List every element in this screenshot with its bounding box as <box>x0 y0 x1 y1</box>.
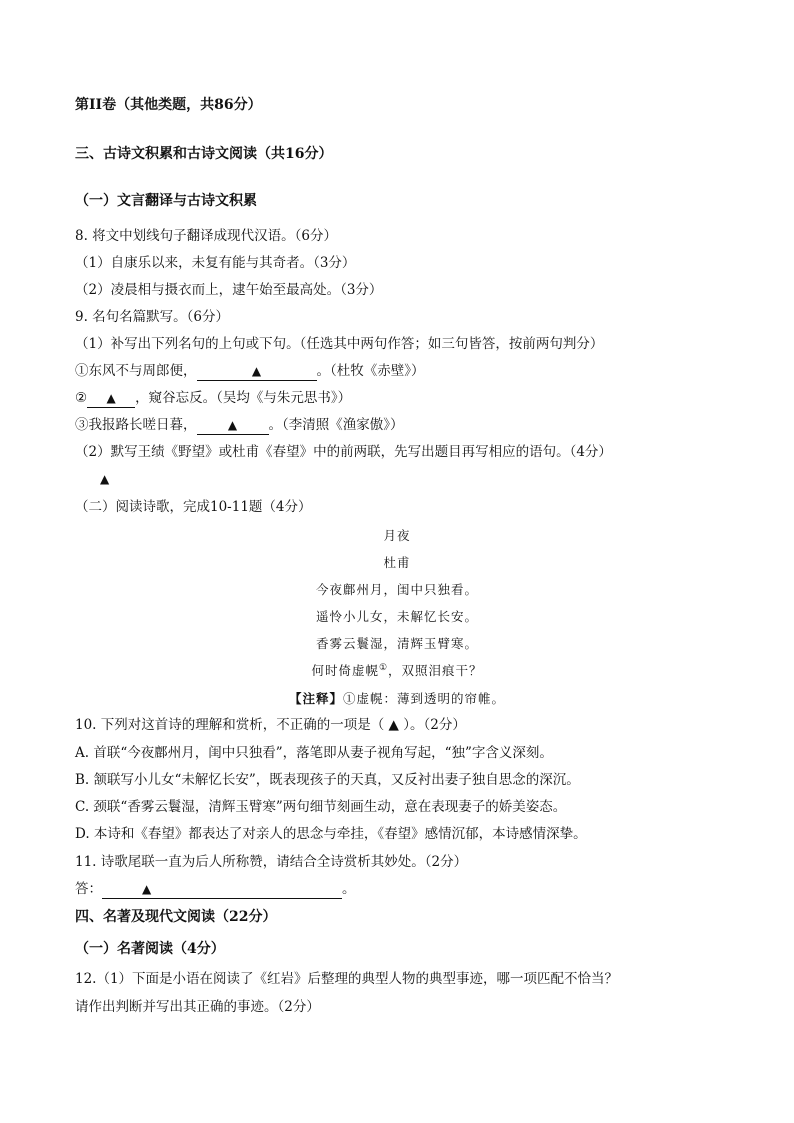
q8-stem: 8. 将文中划线句子翻译成现代汉语。（6分） <box>75 228 338 244</box>
q11-answer-label: 答： <box>75 881 102 897</box>
q9-blank1-answer-line <box>197 362 317 381</box>
q11-answer-end: 。 <box>342 881 356 897</box>
q9-blank3 <box>75 416 404 435</box>
q12-line-1: 12.（1）下面是小语在阅读了《红岩》后整理的典型人物的典型事迹，哪一项匹配不恰当？ <box>75 971 619 987</box>
q10-option-d: D. 本诗和《春望》都表达了对亲人的思念与牵挂，《春望》感情沉郁，本诗感情深挚。 <box>75 826 587 842</box>
q9-blank2-post: ，窥谷忘反。（吴均《与朱元思书》） <box>135 390 352 406</box>
poem-line-4 <box>0 661 794 679</box>
q9-stem: 9. 名句名篇默写。（6分） <box>75 309 230 325</box>
poem-line-4-pre: 何时倚虚幌 <box>311 663 379 678</box>
q10-option-b: B. 颔联写小儿女“未解忆长安”，既表现孩子的天真，又反衬出妻子独自思念的深沉。 <box>75 772 580 788</box>
q8-item1: （1）自康乐以来，未复有能与其奇者。（3分） <box>75 255 356 271</box>
q9-blank1-post: 。（杜牧《赤壁》） <box>316 363 425 379</box>
q9-blank1-pre: ①东风不与周郎便， <box>75 363 197 379</box>
answer-triangle-mark: ▲ <box>100 472 110 486</box>
q9-blank2-answer-line <box>87 389 135 408</box>
answer-triangle-mark: ▲ <box>142 882 152 896</box>
part3-sub1-title: （一）文言翻译与古诗文积累 <box>75 193 257 209</box>
q11-answer-line <box>102 880 342 899</box>
q9-item2: （2）默写王绩《野望》或杜甫《春望》中的前两联，先写出题目再写相应的语句。（4分） <box>75 444 612 460</box>
q10-option-c: C. 颈联“香雾云鬟湿，清辉玉臂寒”两句细节刻画生动，意在表现妻子的娇美姿态。 <box>75 799 567 815</box>
q9-blank2 <box>75 389 351 408</box>
q11-stem: 11. 诗歌尾联一直为后人所称赞，请结合全诗赏析其妙处。（2分） <box>75 854 468 870</box>
poem-note-text: ①虚幌：薄到透明的帘帷。 <box>343 691 506 706</box>
poem-line-3: 香雾云鬟湿，清辉玉臂寒。 <box>315 636 478 651</box>
q10-option-a: A. 首联“今夜鄜州月，闺中只独看”，落笔即从妻子视角写起，“独”字含义深刻。 <box>75 745 553 761</box>
q9-blank1 <box>75 362 425 381</box>
poem-note <box>0 689 794 707</box>
q8-item2: （2）凌晨相与摄衣而上，逮午始至最高处。（3分） <box>75 282 383 298</box>
poem-title: 月夜 <box>383 528 411 543</box>
part3-title: 三、古诗文积累和古诗文阅读（共16分） <box>75 146 333 162</box>
q9-blank2-pre: ② <box>75 390 88 406</box>
q12-line-2: 请作出判断并写出其正确的事迹。（2分） <box>75 999 320 1015</box>
q11-answer <box>75 880 356 899</box>
answer-triangle-mark: ▲ <box>106 391 116 405</box>
q9-item1: （1）补写出下列名句的上句或下句。（任选其中两句作答；如三句皆答，按前两句判分） <box>75 336 604 352</box>
q10-stem: 10. 下列对这首诗的理解和赏析，不正确的一项是（ ▲ ）。（2分） <box>75 717 466 733</box>
q9-blank3-pre: ③我报路长嗟日暮， <box>75 417 197 433</box>
poem-note-ref: ① <box>378 662 389 673</box>
q9-blank3-post: 。（李清照《渔家傲》） <box>268 417 404 433</box>
poem-line-2: 遥怜小儿女，未解忆长安。 <box>315 609 478 624</box>
part4-sub1-title: （一）名著阅读（4分） <box>75 941 225 957</box>
poem-line-1: 今夜鄜州月，闺中只独看。 <box>315 582 478 597</box>
answer-triangle-mark: ▲ <box>251 364 262 378</box>
answer-triangle-mark: ▲ <box>227 418 238 432</box>
section-title: 第II卷（其他类题，共86分） <box>75 97 262 113</box>
part4-title: 四、名著及现代文阅读（22分） <box>75 909 277 925</box>
q9-blank3-answer-line <box>197 416 269 435</box>
poem-note-label: 【注释】 <box>288 691 343 706</box>
part3-sub2-title: （二）阅读诗歌，完成10-11题（4分） <box>75 499 312 515</box>
poem-author: 杜甫 <box>383 555 411 570</box>
q9-item2-mark <box>100 470 109 488</box>
poem-line-4-post: ，双照泪痕干？ <box>388 663 483 678</box>
